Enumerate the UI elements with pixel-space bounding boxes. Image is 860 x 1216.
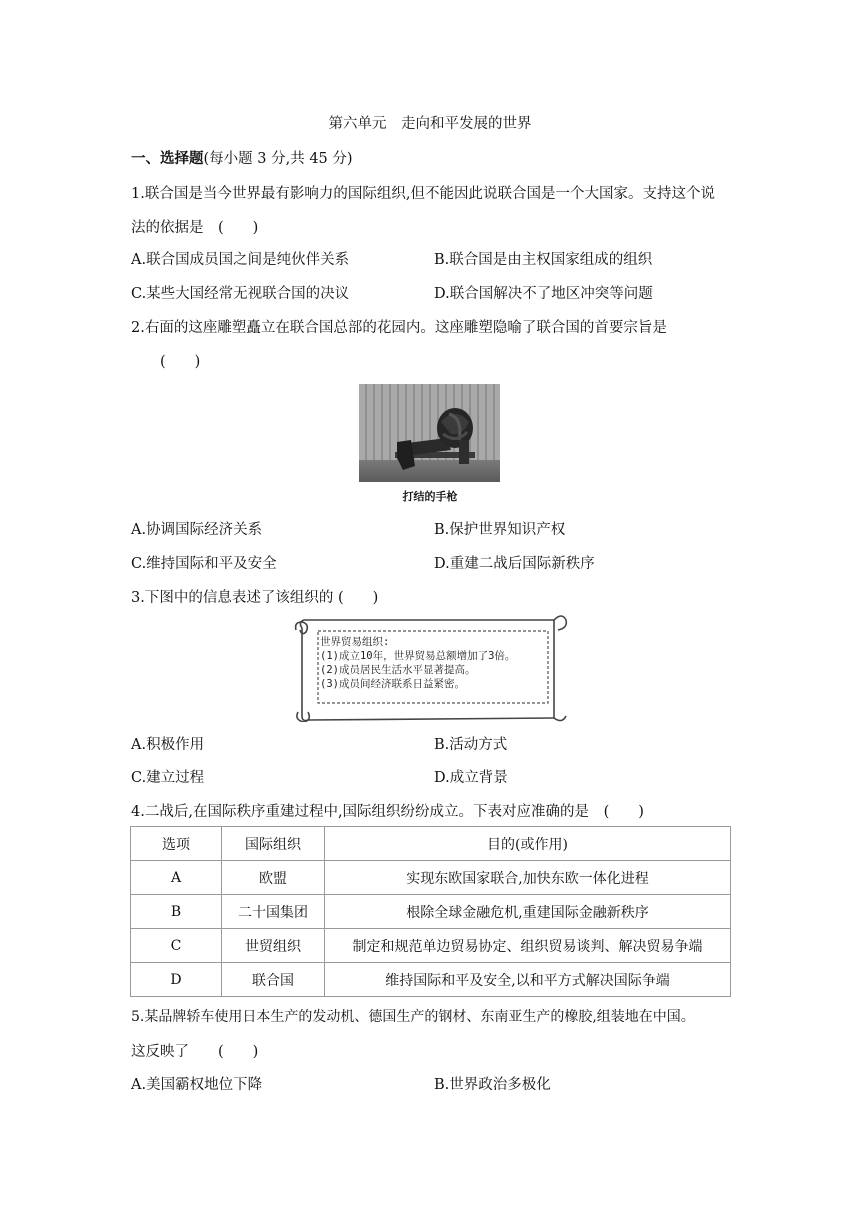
q4-answer-paren: ( ) [603, 804, 644, 820]
q3-option-c: C.建立过程 [131, 770, 205, 786]
table-cell: B [131, 895, 222, 929]
table-cell: 二十国集团 [222, 895, 325, 929]
knotted-gun-sculpture-photo [359, 384, 500, 482]
table-cell: 维持国际和平及安全,以和平方式解决国际争端 [325, 963, 731, 997]
q1-option-c: C.某些大国经常无视联合国的决议 [131, 286, 350, 302]
q3-option-b: B.活动方式 [434, 737, 508, 753]
q5-option-a: A.美国霸权地位下降 [131, 1077, 263, 1093]
scroll-line-1: 世界贸易组织: [320, 636, 390, 648]
table-header-cell: 选项 [131, 827, 222, 861]
table-cell: 实现东欧国家联合,加快东欧一体化进程 [325, 861, 731, 895]
q3-option-d: D.成立背景 [434, 770, 508, 786]
q2-option-b: B.保护世界知识产权 [434, 522, 566, 538]
q1-answer-paren: ( ) [218, 220, 259, 236]
q4-table [130, 826, 731, 997]
q4-stem [131, 800, 644, 821]
q3-option-a: A.积极作用 [131, 737, 205, 753]
q2-answer-paren: ( ) [160, 354, 201, 370]
table-cell: D [131, 963, 222, 997]
q5-stem-line1: 5.某品牌轿车使用日本生产的发动机、德国生产的钢材、东南亚生产的橡胶,组装地在中国。 [131, 1009, 695, 1025]
section-heading-text: 一、选择题 [131, 150, 204, 167]
table-header-cell: 国际组织 [222, 827, 325, 861]
q3-stem [131, 586, 378, 607]
table-cell: C [131, 929, 222, 963]
table-row [131, 895, 731, 929]
q5-answer-paren: ( ) [218, 1044, 259, 1060]
wto-scroll-text [320, 635, 546, 691]
q1-stem-line2-text: 法的依据是 [131, 220, 204, 236]
table-cell: 制定和规范单边贸易协定、组织贸易谈判、解决贸易争端 [325, 929, 731, 963]
table-header-row [131, 827, 731, 861]
q5-stem-line2-text: 这反映了 [131, 1044, 189, 1060]
q5-option-b: B.世界政治多极化 [434, 1077, 551, 1093]
scroll-line-3: (2)成员居民生活水平显著提高。 [320, 664, 476, 676]
table-cell: A [131, 861, 222, 895]
table-cell: 联合国 [222, 963, 325, 997]
section-note: (每小题 3 分,共 45 分) [203, 151, 353, 167]
q3-answer-paren: ( ) [337, 590, 379, 606]
table-cell: 欧盟 [222, 861, 325, 895]
table-cell: 世贸组织 [222, 929, 325, 963]
q1-stem-line1: 1.联合国是当今世界最有影响力的国际组织,但不能因此说联合国是一个大国家。支持这个说 [131, 186, 715, 202]
table-cell: 根除全球金融危机,重建国际金融新秩序 [325, 895, 731, 929]
q1-option-b: B.联合国是由主权国家组成的组织 [434, 252, 653, 268]
q2-option-c: C.维持国际和平及安全 [131, 556, 277, 572]
q2-option-d: D.重建二战后国际新秩序 [434, 556, 595, 572]
table-row [131, 963, 731, 997]
unit-title-text: 第六单元 走向和平发展的世界 [328, 116, 532, 132]
scroll-line-2: (1)成立10年，世界贸易总额增加了3倍。 [320, 650, 516, 662]
scroll-line-4: (3)成员间经济联系日益紧密。 [320, 678, 465, 690]
section-heading [131, 147, 353, 168]
q2-option-a: A.协调国际经济关系 [131, 522, 263, 538]
q1-option-d: D.联合国解决不了地区冲突等问题 [434, 286, 653, 302]
q5-stem-line2 [131, 1040, 258, 1061]
unit-title [0, 112, 860, 133]
q1-option-a: A.联合国成员国之间是纯伙伴关系 [131, 252, 350, 268]
q2-stem-line1: 2.右面的这座雕塑矗立在联合国总部的花园内。这座雕塑隐喻了联合国的首要宗旨是 [131, 320, 667, 336]
q3-stem-text: 3.下图中的信息表述了该组织的 [131, 590, 334, 606]
knotted-gun-icon [359, 384, 500, 482]
table-row [131, 861, 731, 895]
q4-stem-text: 4.二战后,在国际秩序重建过程中,国际组织纷纷成立。下表对应准确的是 [131, 804, 590, 820]
table-row [131, 929, 731, 963]
table-header-cell: 目的(或作用) [325, 827, 731, 861]
sculpture-caption: 打结的手枪 [402, 490, 458, 503]
q1-stem-line2 [131, 216, 258, 237]
